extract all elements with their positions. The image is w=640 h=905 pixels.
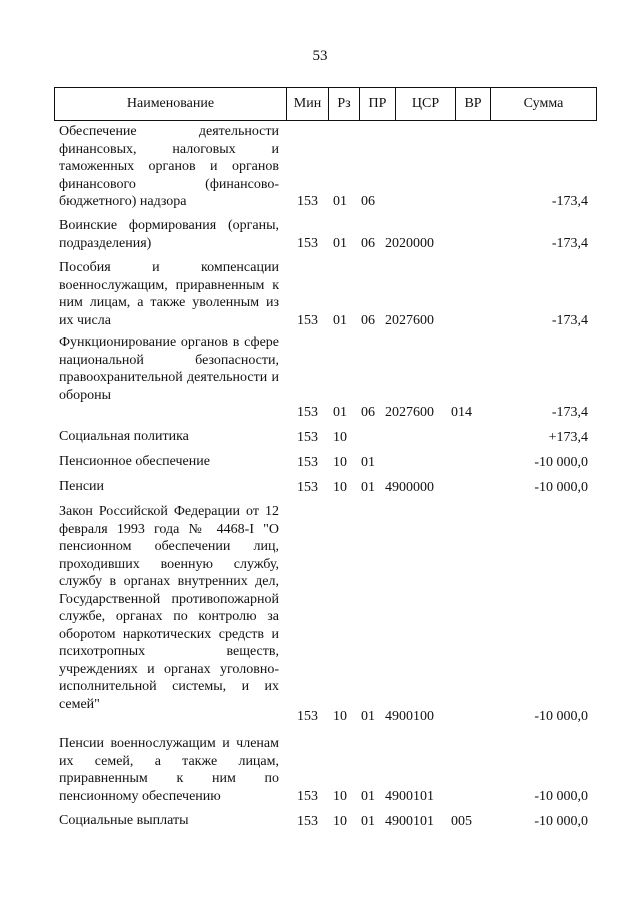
row-min: 153 bbox=[297, 235, 318, 251]
row-name: Социальная политика bbox=[59, 429, 189, 444]
header-name: Наименование bbox=[55, 88, 287, 120]
row-rz: 10 bbox=[333, 429, 347, 445]
row-rz: 10 bbox=[333, 788, 347, 804]
table-row bbox=[0, 123, 640, 210]
header-pr: ПР bbox=[360, 88, 396, 120]
row-min: 153 bbox=[297, 788, 318, 804]
row-min: 153 bbox=[297, 813, 318, 829]
row-sum: -173,4 bbox=[551, 235, 588, 251]
row-name: Функционирование органов в сфере национальной безопасности, правоохранительной деятельности и обороны bbox=[59, 335, 279, 403]
row-min: 153 bbox=[297, 479, 318, 495]
table-row bbox=[0, 217, 640, 252]
row-csr: 2027600 bbox=[385, 404, 434, 420]
row-pr: 01 bbox=[361, 788, 375, 804]
row-sum: -10 000,0 bbox=[534, 788, 588, 804]
row-name: Пособия и компенсации военнослужащим, приравненным к ним лицам, а также уволенным из их числа bbox=[59, 260, 279, 328]
row-rz: 10 bbox=[333, 479, 347, 495]
header-csr: ЦСР bbox=[396, 88, 456, 120]
row-name: Обеспечение деятельности финансовых, налоговых и таможенных органов и органов финансового (финансово-бюджетного) надзора bbox=[59, 124, 279, 209]
row-pr: 01 bbox=[361, 454, 375, 470]
row-csr: 4900101 bbox=[385, 788, 434, 804]
row-name: Пенсии bbox=[59, 479, 105, 494]
table-row bbox=[0, 428, 640, 446]
row-name: Пенсии военнослужащим и членам их семей, а также лицам, приравненным к ним по пенсионному обеспечению bbox=[59, 736, 279, 804]
row-vr: 005 bbox=[451, 813, 472, 829]
table-row bbox=[0, 259, 640, 329]
row-min: 153 bbox=[297, 454, 318, 470]
table-row bbox=[0, 812, 640, 830]
row-csr: 2027600 bbox=[385, 312, 434, 328]
row-pr: 06 bbox=[361, 404, 375, 420]
row-name: Закон Российской Федерации от 12 февраля 1993 года № 4468-I "О пенсионном обеспечении лиц, проходивших военную службу, службу в органах внутренних дел, Государственной противопожарной службе, органах по контролю за оборотом наркотических средств и психотропных веществ, учреждениях и органах уголовно-исполнительной системы, и их семей" bbox=[59, 504, 279, 712]
page-number: 53 bbox=[312, 48, 328, 64]
row-name: Социальные выплаты bbox=[59, 813, 189, 828]
table-row bbox=[0, 334, 640, 421]
row-csr: 4900100 bbox=[385, 708, 434, 724]
row-min: 153 bbox=[297, 429, 318, 445]
row-min: 153 bbox=[297, 708, 318, 724]
row-csr: 2020000 bbox=[385, 235, 434, 251]
row-pr: 01 bbox=[361, 479, 375, 495]
row-name: Пенсионное обеспечение bbox=[59, 454, 210, 469]
row-sum: -10 000,0 bbox=[534, 813, 588, 829]
row-min: 153 bbox=[297, 193, 318, 209]
row-rz: 10 bbox=[333, 454, 347, 470]
table-header bbox=[54, 87, 597, 121]
row-min: 153 bbox=[297, 312, 318, 328]
row-min: 153 bbox=[297, 404, 318, 420]
table-row bbox=[0, 453, 640, 471]
header-sum: Сумма bbox=[523, 96, 564, 111]
row-pr: 06 bbox=[361, 193, 375, 209]
row-vr: 014 bbox=[451, 404, 472, 420]
row-csr: 4900101 bbox=[385, 813, 434, 829]
table-row bbox=[0, 478, 640, 496]
row-rz: 01 bbox=[333, 312, 347, 328]
row-sum: -173,4 bbox=[551, 193, 588, 209]
row-sum: -173,4 bbox=[551, 312, 588, 328]
row-rz: 01 bbox=[333, 235, 347, 251]
table-row bbox=[0, 503, 640, 725]
row-sum: -10 000,0 bbox=[534, 708, 588, 724]
table-row bbox=[0, 735, 640, 805]
row-sum: -10 000,0 bbox=[534, 454, 588, 470]
row-sum: -173,4 bbox=[551, 404, 588, 420]
row-rz: 10 bbox=[333, 813, 347, 829]
header-vr: ВР bbox=[456, 88, 491, 120]
row-sum: +173,4 bbox=[548, 429, 588, 445]
row-pr: 06 bbox=[361, 235, 375, 251]
row-pr: 01 bbox=[361, 813, 375, 829]
row-pr: 06 bbox=[361, 312, 375, 328]
row-name: Воинские формирования (органы, подразделения) bbox=[59, 218, 279, 251]
row-csr: 4900000 bbox=[385, 479, 434, 495]
row-rz: 10 bbox=[333, 708, 347, 724]
header-rz: Рз bbox=[329, 88, 360, 120]
row-pr: 01 bbox=[361, 708, 375, 724]
row-sum: -10 000,0 bbox=[534, 479, 588, 495]
header-min: Мин bbox=[287, 88, 329, 120]
row-rz: 01 bbox=[333, 404, 347, 420]
row-rz: 01 bbox=[333, 193, 347, 209]
